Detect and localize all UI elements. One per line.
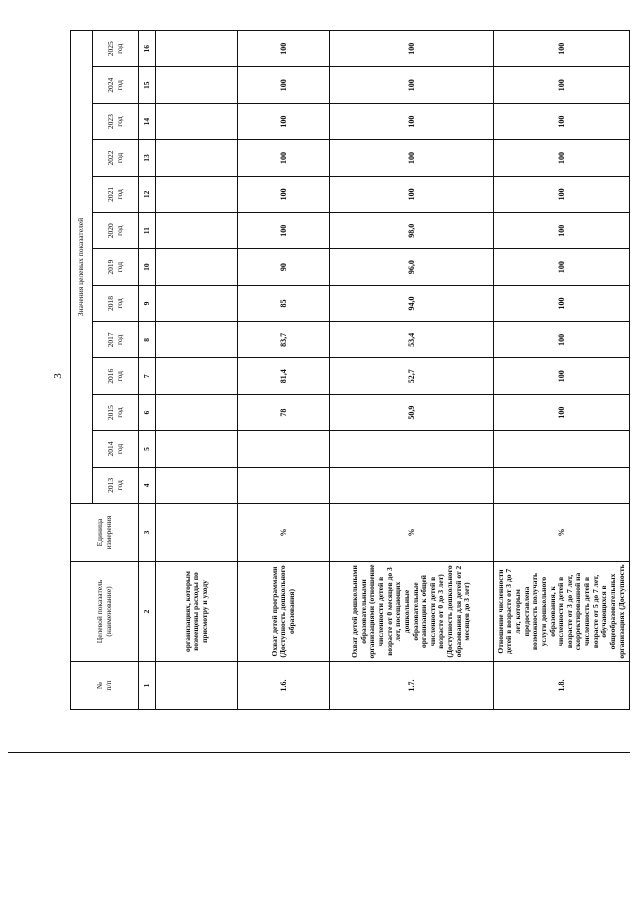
header-year-suffix: год	[114, 407, 124, 418]
header-year-2021	[93, 176, 139, 212]
header-year-suffix: год	[114, 261, 124, 273]
value-cell: 53,4	[330, 322, 494, 358]
target-indicators-table	[70, 30, 630, 710]
value-cell: 78	[238, 394, 330, 430]
value-cell: 100	[238, 67, 330, 103]
value-cell: 96,0	[330, 249, 494, 285]
value-cell: 100	[330, 31, 494, 68]
header-year-2014	[93, 431, 139, 467]
column-number-cell: 13	[139, 140, 156, 176]
column-number-cell: 15	[139, 67, 156, 103]
row-number	[156, 662, 238, 710]
header-year-2022	[93, 140, 139, 176]
header-indicator: Целевой показатель (наименование)	[71, 562, 139, 662]
header-year-value: 2016	[105, 368, 115, 384]
header-year-value: 2015	[105, 405, 115, 421]
column-number-cell: 2	[139, 562, 156, 662]
value-cell	[156, 431, 238, 467]
value-cell: 100	[238, 213, 330, 249]
header-year-2015	[93, 394, 139, 430]
rotated-table-sheet	[70, 30, 627, 710]
value-cell	[156, 322, 238, 358]
column-number-cell: 14	[139, 103, 156, 139]
row-number: 1.8.	[494, 662, 630, 710]
value-cell	[330, 431, 494, 467]
header-year-value: 2017	[105, 332, 115, 348]
column-number-cell: 9	[139, 285, 156, 321]
header-year-suffix: год	[114, 480, 124, 491]
header-year-2024	[93, 67, 139, 103]
column-number-cell: 7	[139, 358, 156, 394]
header-year-value: 2022	[105, 150, 115, 166]
unit-cell: %	[494, 504, 630, 562]
value-cell	[238, 431, 330, 467]
column-number-cell: 16	[139, 31, 156, 68]
indicator-name: Охват детей дошкольными образовательными организациями (отношение численности детей в возрасте от 0 месяцев до 3 лет, посещающих дошкольные образовательные организации к общей численности детей в возрасте от 0 до 3 лет) (Доступность дошкольного образования для детей от 2 месяцев до 3 лет)	[330, 562, 494, 662]
unit-cell: %	[238, 504, 330, 562]
page-number: 3	[52, 373, 64, 379]
header-year-2020	[93, 213, 139, 249]
value-cell: 100	[330, 176, 494, 212]
column-number-cell: 12	[139, 176, 156, 212]
table-row	[238, 31, 330, 710]
column-number-cell: 6	[139, 394, 156, 430]
indicator-name: организациях, которым возмещены расходы по присмотру и уходу	[156, 562, 238, 662]
value-cell	[494, 431, 630, 467]
table-row	[156, 31, 238, 710]
column-number-cell: 3	[139, 504, 156, 562]
value-cell: 100	[494, 103, 630, 139]
value-cell: 100	[494, 213, 630, 249]
header-year-2023	[93, 103, 139, 139]
value-cell: 100	[238, 103, 330, 139]
header-year-suffix: год	[114, 43, 124, 54]
header-year-suffix: год	[114, 116, 124, 127]
value-cell: 100	[330, 67, 494, 103]
header-year-value: 2014	[105, 441, 115, 457]
unit-cell: %	[330, 504, 494, 562]
header-year-suffix: год	[114, 371, 124, 382]
header-year-suffix: год	[114, 225, 124, 236]
value-cell: 100	[330, 103, 494, 139]
header-row-top	[71, 31, 93, 710]
value-cell: 100	[494, 67, 630, 103]
value-cell: 94,0	[330, 285, 494, 321]
value-cell	[156, 213, 238, 249]
header-year-value: 2021	[105, 186, 115, 202]
header-year-suffix: год	[114, 189, 124, 200]
value-cell: 50,9	[330, 394, 494, 430]
value-cell	[238, 467, 330, 503]
table-row	[330, 31, 494, 710]
value-cell: 100	[238, 140, 330, 176]
header-year-2018	[93, 285, 139, 321]
value-cell: 83,7	[238, 322, 330, 358]
indicator-name: Охват детей программами (Доступность дошкольного образования)	[238, 562, 330, 662]
value-cell	[156, 103, 238, 139]
column-number-cell: 8	[139, 322, 156, 358]
header-year-2017	[93, 322, 139, 358]
value-cell	[156, 467, 238, 503]
indicator-name: Отношение численности детей в возрасте от 3 до 7 лет, которым предоставлена возможность получать услуги дошкольного образования, к численности детей в возрасте от 3 до 7 лет, скорректированной на численность детей в возрасте от 5 до 7 лет, обучающихся в общеобразовательных организациях (Доступность	[494, 562, 630, 662]
table-row	[494, 31, 630, 710]
header-year-suffix: год	[114, 80, 124, 91]
header-year-value: 2013	[105, 477, 115, 493]
value-cell	[156, 67, 238, 103]
page-divider-line	[8, 752, 630, 753]
header-year-suffix: год	[114, 334, 124, 345]
value-cell: 100	[494, 31, 630, 68]
unit-cell	[156, 504, 238, 562]
value-cell	[156, 249, 238, 285]
value-cell: 100	[238, 176, 330, 212]
value-cell: 100	[494, 140, 630, 176]
header-year-2013	[93, 467, 139, 503]
header-year-2019	[93, 249, 139, 285]
value-cell: 100	[494, 176, 630, 212]
column-number-cell: 5	[139, 431, 156, 467]
column-number-cell: 1	[139, 662, 156, 710]
value-cell: 100	[238, 31, 330, 68]
header-values-group: Значения целевых показателей	[71, 31, 93, 504]
header-year-value: 2019	[105, 259, 115, 275]
header-num: № п/п	[71, 662, 139, 710]
header-year-suffix: год	[114, 152, 124, 164]
header-year-suffix: год	[114, 443, 124, 455]
value-cell: 100	[494, 249, 630, 285]
column-number-cell: 10	[139, 249, 156, 285]
column-numbers-row	[139, 31, 156, 710]
column-number-cell: 11	[139, 213, 156, 249]
value-cell	[156, 31, 238, 68]
column-number-cell: 4	[139, 467, 156, 503]
value-cell	[156, 285, 238, 321]
value-cell: 100	[494, 394, 630, 430]
header-year-value: 2023	[105, 114, 115, 130]
value-cell: 81,4	[238, 358, 330, 394]
value-cell	[156, 176, 238, 212]
value-cell: 100	[494, 322, 630, 358]
value-cell	[156, 394, 238, 430]
value-cell	[494, 467, 630, 503]
value-cell	[156, 140, 238, 176]
value-cell	[330, 467, 494, 503]
value-cell: 90	[238, 249, 330, 285]
value-cell: 100	[494, 358, 630, 394]
value-cell: 100	[330, 140, 494, 176]
header-year-2016	[93, 358, 139, 394]
row-number: 1.7.	[330, 662, 494, 710]
value-cell: 98,0	[330, 213, 494, 249]
value-cell	[156, 358, 238, 394]
header-unit: Единица измерения	[71, 504, 139, 562]
header-year-suffix: год	[114, 298, 124, 309]
header-year-value: 2025	[105, 41, 115, 57]
row-number: 1.6.	[238, 662, 330, 710]
value-cell: 100	[494, 285, 630, 321]
header-year-value: 2020	[105, 223, 115, 239]
header-year-value: 2018	[105, 295, 115, 311]
header-year-2025	[93, 31, 139, 68]
header-year-value: 2024	[105, 77, 115, 93]
value-cell: 52,7	[330, 358, 494, 394]
value-cell: 85	[238, 285, 330, 321]
table-body	[156, 31, 630, 710]
